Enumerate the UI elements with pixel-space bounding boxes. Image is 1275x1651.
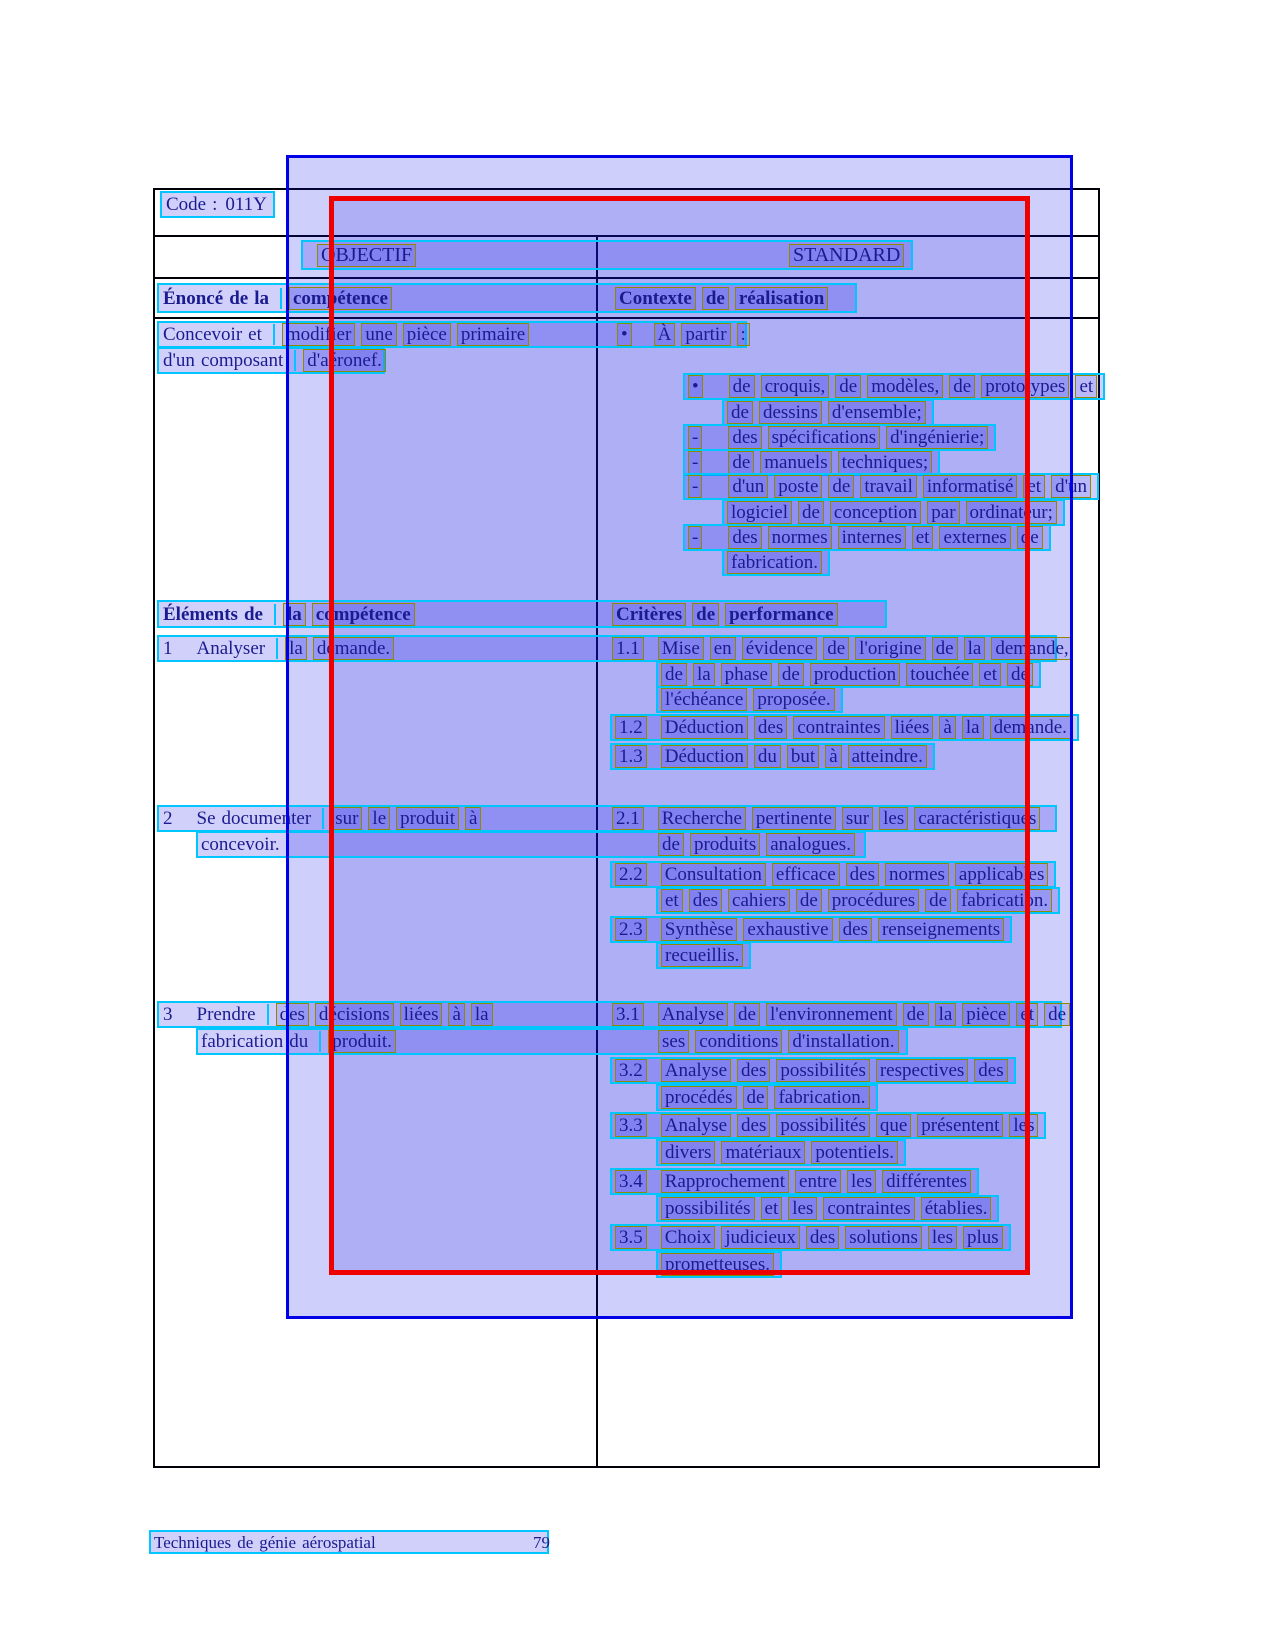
word: Techniques xyxy=(154,1532,232,1552)
unboxed-words xyxy=(163,288,282,309)
word-box: Recherche xyxy=(658,807,746,830)
word-box: des xyxy=(974,1059,1007,1082)
word: aérospatial xyxy=(302,1532,376,1552)
word-box: et xyxy=(1016,1003,1038,1026)
word-box: travail xyxy=(860,475,917,498)
word-box: 3.5 xyxy=(615,1226,647,1249)
word-box: d'installation. xyxy=(788,1030,898,1053)
word-box: • xyxy=(617,323,632,346)
unboxed-words xyxy=(163,638,278,659)
word: de xyxy=(229,287,249,309)
word-box: - xyxy=(688,451,702,474)
word-box: et xyxy=(661,889,683,912)
word-box: établies. xyxy=(921,1197,992,1220)
text-line-box xyxy=(160,191,275,218)
word-box: de xyxy=(743,1086,769,1109)
word: la xyxy=(254,287,269,309)
word: génie xyxy=(259,1532,297,1552)
unboxed-words xyxy=(163,1004,269,1025)
word-box: de xyxy=(734,1003,760,1026)
word-box: des xyxy=(737,1114,770,1137)
word-box: possibilités xyxy=(776,1114,870,1137)
word-box: ses xyxy=(658,1030,689,1053)
word: Éléments xyxy=(163,603,238,625)
word-box: de xyxy=(823,637,849,660)
word-box: atteindre. xyxy=(848,745,927,768)
word-box: respectives xyxy=(876,1059,968,1082)
word: Code xyxy=(166,194,207,215)
word-box: et xyxy=(761,1197,783,1220)
word-box: de xyxy=(702,287,729,310)
word-box: par xyxy=(927,501,959,524)
word: 79 xyxy=(533,1532,550,1552)
word-box: solutions xyxy=(845,1226,922,1249)
word-box: applicables xyxy=(955,863,1048,886)
word-box: et xyxy=(1075,375,1097,398)
word-box: de xyxy=(949,375,975,398)
word-box: produits xyxy=(690,833,760,856)
word-box: plus xyxy=(963,1226,1003,1249)
word-box: de xyxy=(1044,1003,1070,1026)
word-box: demande. xyxy=(313,637,394,660)
word-box: renseignements xyxy=(878,918,1004,941)
word-box: l'origine xyxy=(855,637,926,660)
word-box: analogues. xyxy=(766,833,855,856)
word-box: liées xyxy=(891,716,934,739)
word-box: 3.3 xyxy=(615,1114,647,1137)
word-box: logiciel xyxy=(727,501,792,524)
word-box: Contexte xyxy=(615,287,696,310)
word-box: pièce xyxy=(403,323,451,346)
word-box: à xyxy=(465,807,481,830)
word-box: STANDARD xyxy=(789,244,904,267)
word-box: 3.4 xyxy=(615,1170,647,1193)
word-box: fabrication. xyxy=(727,551,822,574)
word: et xyxy=(248,324,262,345)
word-box: que xyxy=(876,1114,911,1137)
word-box: de xyxy=(727,401,753,424)
word-box: exhaustive xyxy=(743,918,832,941)
word-box: de xyxy=(1007,663,1033,686)
word-box: 1.2 xyxy=(615,716,647,739)
word: d'un xyxy=(163,350,195,371)
word-box: des xyxy=(728,526,761,549)
word-box: dessins xyxy=(759,401,822,424)
word-box: Mise xyxy=(658,637,704,660)
word-box: conditions xyxy=(695,1030,782,1053)
word-box: - xyxy=(688,526,702,549)
word-box: des xyxy=(276,1003,309,1026)
word-box: 3.1 xyxy=(612,1003,644,1026)
word-box: Analyse xyxy=(658,1003,728,1026)
word-box: la xyxy=(962,716,984,739)
word-box: procédures xyxy=(828,889,919,912)
word-box: phase xyxy=(721,663,772,686)
word-box: 2.2 xyxy=(615,863,647,886)
word-box: judicieux xyxy=(721,1226,800,1249)
word-box: une xyxy=(361,323,396,346)
word-box: Déduction xyxy=(661,716,748,739)
unboxed-words xyxy=(201,834,286,855)
word-box: les xyxy=(847,1170,876,1193)
unboxed-words xyxy=(166,194,273,215)
word-box: demande, xyxy=(991,637,1072,660)
word-box: touchée xyxy=(906,663,973,686)
word-box: possibilités xyxy=(661,1197,755,1220)
word-box: de xyxy=(1017,526,1043,549)
word-box: liées xyxy=(400,1003,443,1026)
word-box: la xyxy=(693,663,715,686)
unboxed-words xyxy=(163,324,275,345)
text-segment xyxy=(162,194,273,215)
word-box: normes xyxy=(768,526,832,549)
word-box: le xyxy=(368,807,390,830)
word: fabrication xyxy=(201,1031,284,1052)
word: composant xyxy=(200,350,284,371)
word: Concevoir xyxy=(163,324,243,345)
word-box: de xyxy=(658,833,684,856)
red-annotation-region-border xyxy=(329,196,1030,1275)
word-box: d'ingénierie; xyxy=(886,426,988,449)
word-box: de xyxy=(828,475,854,498)
word-box: partir xyxy=(681,323,730,346)
word: : xyxy=(212,194,218,215)
word-box: pertinente xyxy=(752,807,836,830)
word-box: et xyxy=(1023,475,1045,498)
word-box: d'aéronef. xyxy=(303,349,386,372)
word-box: des xyxy=(737,1059,770,1082)
word-box: décisions xyxy=(315,1003,394,1026)
word-box: de xyxy=(903,1003,929,1026)
word-box: divers xyxy=(661,1141,715,1164)
word-box: informatisé xyxy=(923,475,1018,498)
word-box: des xyxy=(754,716,787,739)
word-box: prototypes xyxy=(981,375,1069,398)
unboxed-words xyxy=(154,1532,382,1553)
word-box: À xyxy=(654,323,676,346)
word-box: à xyxy=(939,716,955,739)
word: Se xyxy=(196,808,216,829)
word-box: de xyxy=(661,663,687,686)
word-box: cahiers xyxy=(728,889,790,912)
word-box: des xyxy=(728,426,761,449)
word-box: produit xyxy=(396,807,459,830)
word-box: 2.3 xyxy=(615,918,647,941)
word-box: d'ensemble; xyxy=(828,401,926,424)
word: 1 xyxy=(163,638,173,659)
unboxed-words xyxy=(163,350,296,371)
word-box: d'un xyxy=(728,475,768,498)
word-box: - xyxy=(688,426,702,449)
word-box: matériaux xyxy=(721,1141,805,1164)
word-box: Critères xyxy=(612,603,686,626)
word-box: des xyxy=(806,1226,839,1249)
word-box: de xyxy=(835,375,861,398)
text-line-box xyxy=(149,1530,549,1554)
word-box: contraintes xyxy=(823,1197,914,1220)
word-box: performance xyxy=(725,603,837,626)
word: Analyser xyxy=(196,638,266,659)
word-box: de xyxy=(692,603,719,626)
word-box: externes xyxy=(939,526,1010,549)
word-box: l'échéance xyxy=(661,688,747,711)
word-box: les xyxy=(879,807,908,830)
word-box: prometteuses. xyxy=(661,1253,774,1276)
word-box: poste xyxy=(774,475,822,498)
word-box: 1.3 xyxy=(615,745,647,768)
word: de xyxy=(237,1532,254,1552)
word-box: Analyse xyxy=(661,1114,731,1137)
word-box: : xyxy=(737,323,750,346)
word-box: des xyxy=(846,863,879,886)
word: 3 xyxy=(163,1004,173,1025)
word: de xyxy=(243,603,263,625)
word-box: 3.2 xyxy=(615,1059,647,1082)
word-box: la xyxy=(935,1003,957,1026)
word-box: spécifications xyxy=(768,426,880,449)
word-box: de xyxy=(932,637,958,660)
word-box: Synthèse xyxy=(661,918,738,941)
word-box: la xyxy=(283,603,306,626)
word-box: réalisation xyxy=(735,287,829,310)
word-box: OBJECTIF xyxy=(317,244,416,267)
word-box: de xyxy=(925,889,951,912)
unboxed-words xyxy=(163,604,276,625)
word-box: produit. xyxy=(328,1030,396,1053)
unboxed-words xyxy=(533,1532,556,1553)
word-box: entre xyxy=(795,1170,841,1193)
word-box: les xyxy=(788,1197,817,1220)
word-box: conception xyxy=(830,501,921,524)
word-box: à xyxy=(448,1003,464,1026)
word-box: compétence xyxy=(289,287,392,310)
word-box: la xyxy=(285,637,307,660)
word-box: les xyxy=(928,1226,957,1249)
word-box: primaire xyxy=(457,323,529,346)
word-box: de xyxy=(798,501,824,524)
word-box: à xyxy=(825,745,841,768)
word: Prendre xyxy=(196,1004,256,1025)
word-box: et xyxy=(912,526,934,549)
word-box: des xyxy=(689,889,722,912)
word-box: en xyxy=(710,637,736,660)
word-box: de xyxy=(728,451,754,474)
word-box: recueillis. xyxy=(661,944,743,967)
word-box: l'environnement xyxy=(766,1003,897,1026)
word: du xyxy=(289,1031,309,1052)
word-box: la xyxy=(471,1003,493,1026)
word-box: Déduction xyxy=(661,745,748,768)
word-box: de xyxy=(796,889,822,912)
text-segment xyxy=(533,1532,556,1552)
word-box: de xyxy=(729,375,755,398)
word-box: Analyse xyxy=(661,1059,731,1082)
word-box: demande. xyxy=(990,716,1071,739)
word-box: présentent xyxy=(917,1114,1003,1137)
word-box: la xyxy=(964,637,986,660)
word: Énoncé xyxy=(163,287,224,309)
word-box: Rapprochement xyxy=(661,1170,789,1193)
word-box: Choix xyxy=(661,1226,715,1249)
word-box: sur xyxy=(842,807,873,830)
text-segment xyxy=(201,833,286,856)
word: 011Y xyxy=(225,194,267,215)
word-box: proposée. xyxy=(753,688,834,711)
word-box: différentes xyxy=(882,1170,971,1193)
word-box: les xyxy=(1009,1114,1038,1137)
word: concevoir. xyxy=(201,834,280,855)
word: 2 xyxy=(163,808,173,829)
word: documenter xyxy=(221,808,312,829)
word-box: • xyxy=(688,375,703,398)
word-box: de xyxy=(778,663,804,686)
word-box: procédés xyxy=(661,1086,737,1109)
word-box: 1.1 xyxy=(612,637,644,660)
word-box: fabrication. xyxy=(774,1086,869,1109)
word-box: pièce xyxy=(962,1003,1010,1026)
word-box: manuels xyxy=(760,451,831,474)
word-box: sur xyxy=(331,807,362,830)
text-segment xyxy=(154,1532,382,1552)
word-box: croquis, xyxy=(761,375,830,398)
word-box: compétence xyxy=(312,603,415,626)
word-box: normes xyxy=(885,863,949,886)
word-box: modèles, xyxy=(867,375,943,398)
word-box: évidence xyxy=(742,637,818,660)
word-box: internes xyxy=(838,526,906,549)
word-box: potentiels. xyxy=(811,1141,898,1164)
word-box: du xyxy=(754,745,781,768)
word-box: d'un xyxy=(1051,475,1091,498)
word-box: possibilités xyxy=(776,1059,870,1082)
word-box: ordinateur; xyxy=(966,501,1057,524)
word-box: 2.1 xyxy=(612,807,644,830)
word-box: but xyxy=(787,745,819,768)
word-box: production xyxy=(810,663,900,686)
word-box: contraintes xyxy=(793,716,884,739)
word-box: caractéristiques xyxy=(914,807,1040,830)
word-box: - xyxy=(688,475,702,498)
word-box: Consultation xyxy=(661,863,766,886)
word-box: et xyxy=(979,663,1001,686)
word-box: modifier xyxy=(282,323,355,346)
word-box: des xyxy=(839,918,872,941)
word-box: fabrication. xyxy=(957,889,1052,912)
word-box: techniques; xyxy=(838,451,933,474)
word-box: efficace xyxy=(772,863,840,886)
